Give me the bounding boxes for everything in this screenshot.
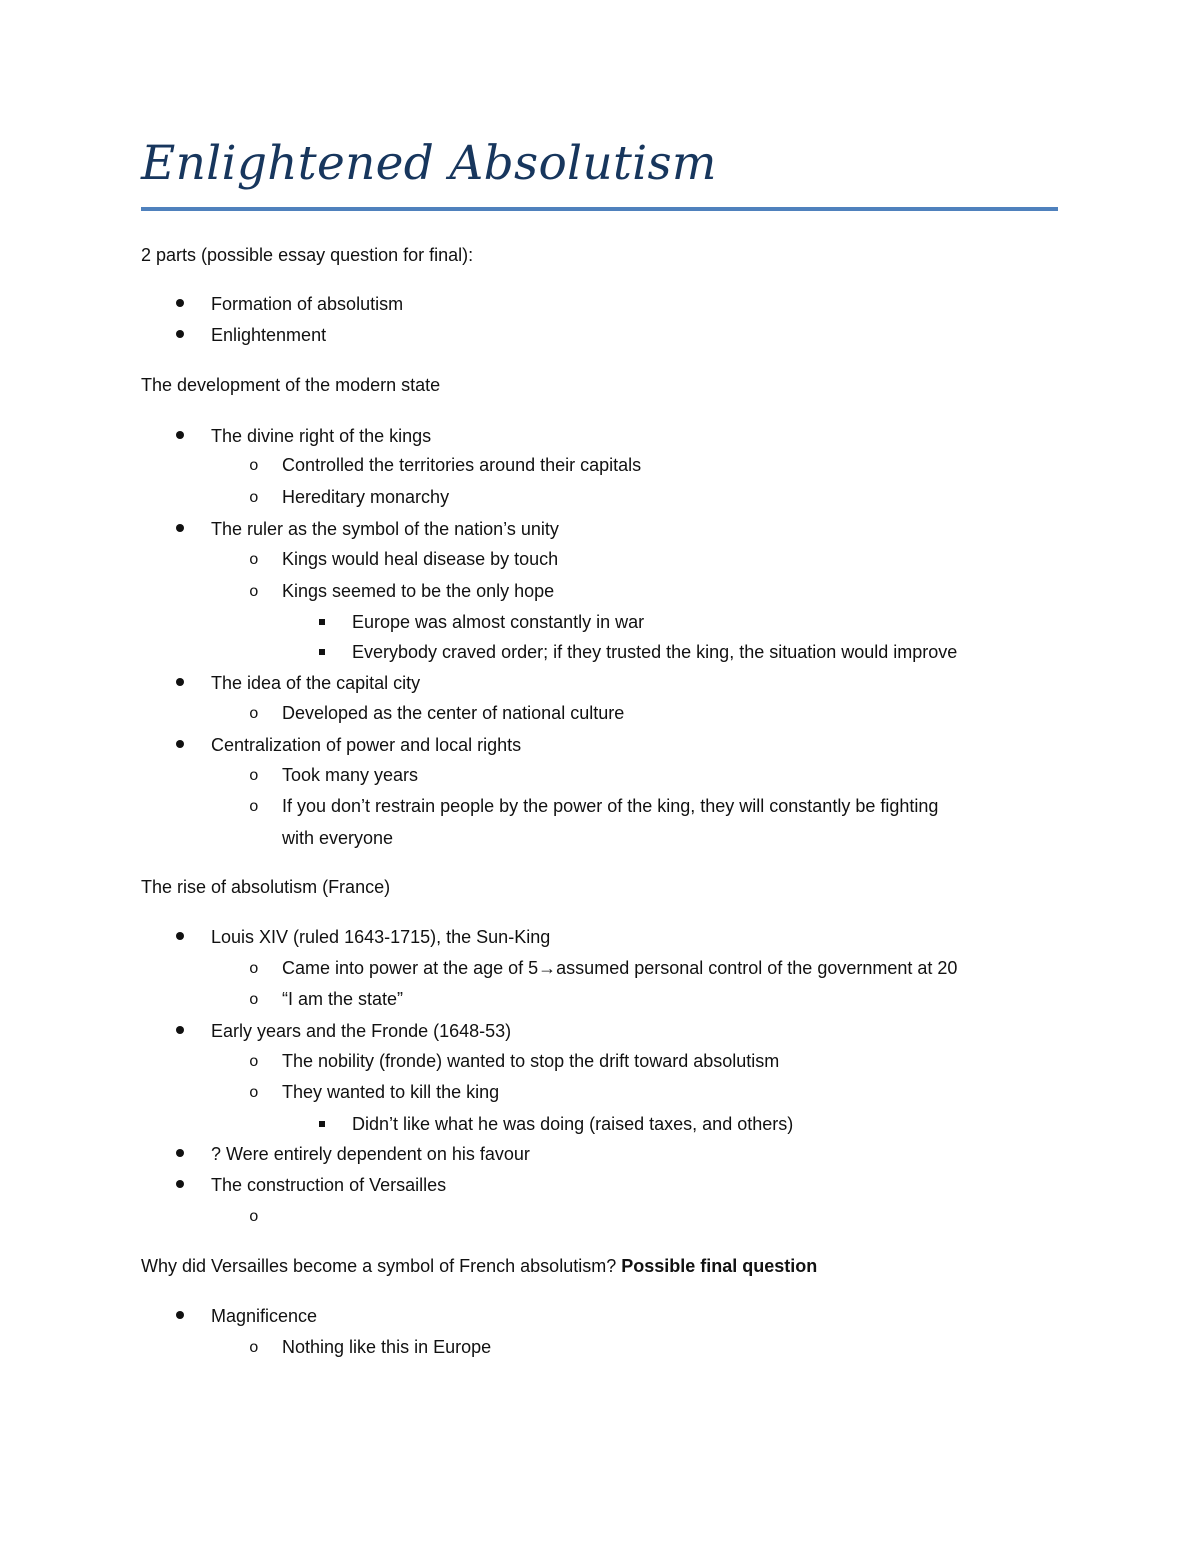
sub-list-item: Took many years [282, 765, 419, 785]
question-bold: Possible final question [621, 1256, 818, 1276]
bullet-icon [176, 932, 184, 940]
sub-sub-list-item: Didn’t like what he was doing (raised taxes, and others) [352, 1114, 794, 1134]
bullet-icon [176, 1026, 184, 1034]
sub-bullet-icon: o [249, 457, 259, 475]
sub-list-item-continuation: with everyone [282, 828, 394, 848]
list-item: ? Were entirely dependent on his favour [211, 1144, 530, 1164]
sub-list-item: Controlled the territories around their capitals [282, 455, 642, 475]
question-text [141, 1255, 817, 1277]
list-item: Louis XIV (ruled 1643-1715), the Sun-King [211, 927, 551, 947]
sub-bullet-icon: o [249, 767, 259, 785]
sub-sub-list-item: Europe was almost constantly in war [352, 612, 645, 632]
sub-list-item: Developed as the center of national culture [282, 703, 625, 723]
sub-bullet-icon: o [249, 1053, 259, 1071]
square-bullet-icon [319, 649, 325, 655]
sub-bullet-icon: o [249, 960, 259, 978]
section-heading: The rise of absolutism (France) [141, 877, 391, 897]
list-item: The construction of Versailles [211, 1175, 447, 1195]
square-bullet-icon [319, 1121, 325, 1127]
intro-item: Formation of absolutism [211, 294, 404, 314]
sub-list-item: Kings would heal disease by touch [282, 549, 559, 569]
sub-bullet-icon: o [249, 991, 259, 1009]
sub-bullet-icon: o [249, 705, 259, 723]
intro-text: 2 parts (possible essay question for final): [141, 245, 474, 265]
bullet-icon [176, 1311, 184, 1319]
list-item: Centralization of power and local rights [211, 735, 522, 755]
sub-list-item-part: assumed personal control of the government at 20 [556, 958, 958, 978]
sub-list-item [282, 957, 957, 979]
sub-list-item: Hereditary monarchy [282, 487, 450, 507]
section-heading: The development of the modern state [141, 375, 441, 395]
bullet-icon [176, 678, 184, 686]
list-item: The divine right of the kings [211, 426, 432, 446]
sub-bullet-icon: o [249, 1084, 259, 1102]
title-underline [141, 207, 1058, 211]
sub-list-item: Kings seemed to be the only hope [282, 581, 555, 601]
arrow-icon: → [538, 958, 557, 978]
sub-bullet-icon: o [249, 489, 259, 507]
sub-list-item: “I am the state” [282, 989, 404, 1009]
bullet-icon [176, 1180, 184, 1188]
intro-item: Enlightenment [211, 325, 327, 345]
bullet-icon [176, 740, 184, 748]
list-item: The idea of the capital city [211, 673, 421, 693]
sub-list-item: They wanted to kill the king [282, 1082, 500, 1102]
question-plain: Why did Versailles become a symbol of French absolutism? [141, 1256, 622, 1276]
bullet-icon [176, 330, 184, 338]
bullet-icon [176, 299, 184, 307]
square-bullet-icon [319, 619, 325, 625]
bullet-icon [176, 1149, 184, 1157]
document-title: Enlightened Absolutism [141, 136, 717, 191]
sub-sub-list-item: Everybody craved order; if they trusted the king, the situation would improve [352, 642, 958, 662]
sub-list-item: The nobility (fronde) wanted to stop the drift toward absolutism [282, 1051, 780, 1071]
sub-list-item-part: Came into power at the age of 5 [282, 958, 539, 978]
sub-list-item: If you don’t restrain people by the power of the king, they will constantly be fighting [282, 796, 939, 816]
list-item: Early years and the Fronde (1648-53) [211, 1021, 512, 1041]
list-item: The ruler as the symbol of the nation’s unity [211, 519, 559, 539]
sub-bullet-icon: o [249, 551, 259, 569]
bullet-icon [176, 524, 184, 532]
sub-bullet-icon: o [249, 1208, 259, 1226]
bullet-icon [176, 431, 184, 439]
sub-bullet-icon: o [249, 583, 259, 601]
list-item: Magnificence [211, 1306, 318, 1326]
sub-list-item: Nothing like this in Europe [282, 1337, 492, 1357]
sub-bullet-icon: o [249, 798, 259, 816]
sub-bullet-icon: o [249, 1339, 259, 1357]
